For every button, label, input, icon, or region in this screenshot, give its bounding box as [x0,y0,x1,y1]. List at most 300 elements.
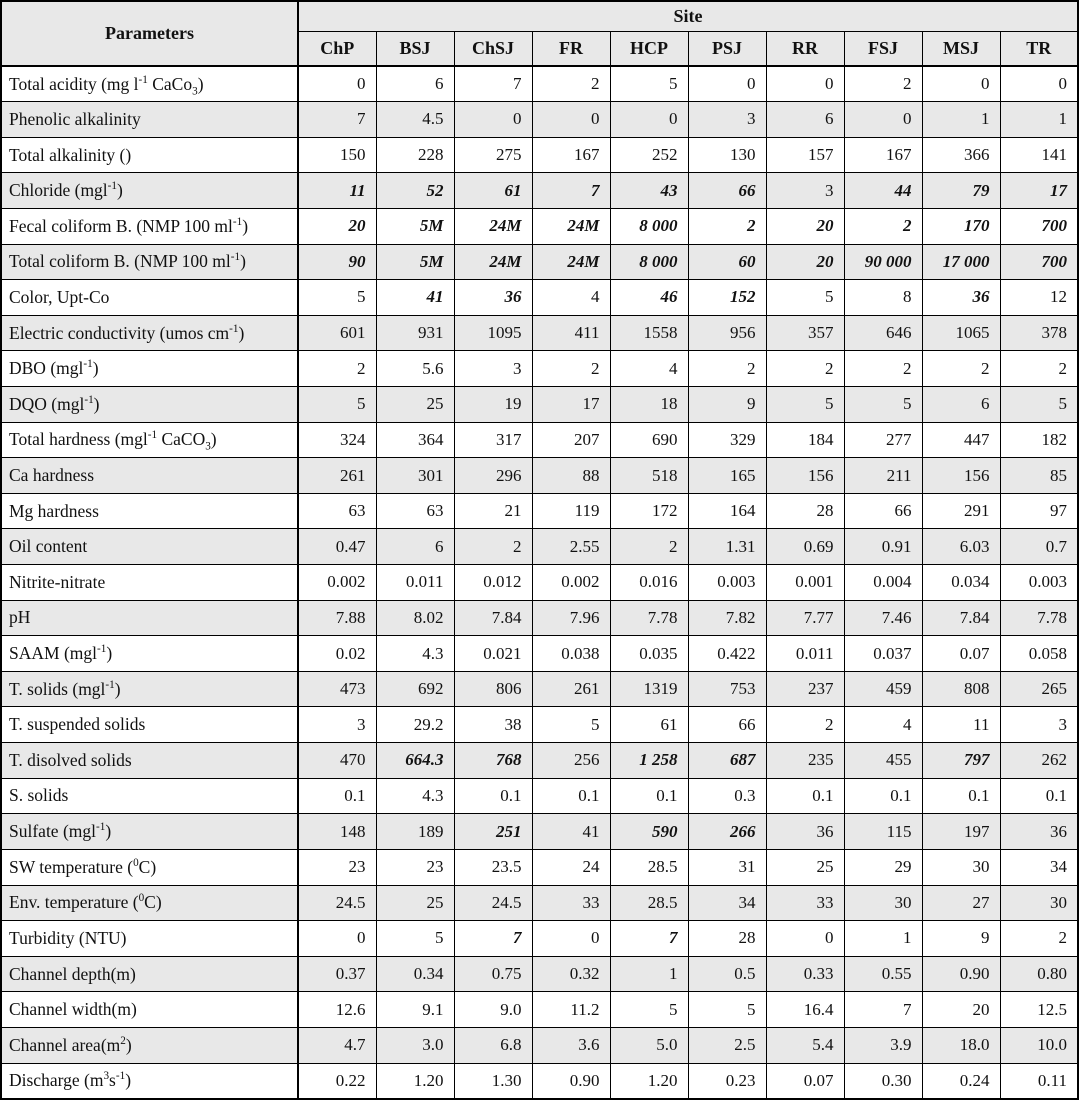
value-cell: 148 [298,814,376,850]
parameter-label: Env. temperature ($^0$C) [1,885,298,921]
value-cell: 0.22 [298,1063,376,1099]
value-cell: 455 [844,743,922,779]
value-cell: 31 [688,849,766,885]
value-cell: 24.5 [454,885,532,921]
site-header: Site [298,1,1078,31]
value-cell: 5 [766,386,844,422]
table-header [1,1,1078,66]
value-cell: 38 [454,707,532,743]
table-row [1,173,1078,209]
table-row [1,493,1078,529]
value-cell: 11.2 [532,992,610,1028]
value-cell: 700 [1000,244,1078,280]
table-row [1,565,1078,601]
parameter-label: Ca hardness [1,458,298,494]
value-cell: 24 [532,849,610,885]
value-cell: 2 [844,66,922,102]
value-cell: 17 [532,386,610,422]
value-cell: 797 [922,743,1000,779]
parameter-label: Total hardness (mgl$^{-1}$ CaCO$_3$) [1,422,298,458]
value-cell: 0.11 [1000,1063,1078,1099]
value-cell: 46 [610,280,688,316]
parameter-label: Turbidity (NTU) [1,921,298,957]
value-cell: 0.47 [298,529,376,565]
parameter-label: Electric conductivity (umos $cm^{-1}$) [1,315,298,351]
table-row [1,636,1078,672]
table-row [1,422,1078,458]
value-cell: 21 [454,493,532,529]
value-cell: 317 [454,422,532,458]
parameter-label: Channel $area(m^2)$ [1,1027,298,1063]
value-cell: 19 [454,386,532,422]
value-cell: 9.0 [454,992,532,1028]
value-cell: 20 [922,992,1000,1028]
value-cell: 3 [1000,707,1078,743]
value-cell: 0.1 [1000,778,1078,814]
value-cell: 0.1 [922,778,1000,814]
value-cell: 28 [766,493,844,529]
value-cell: 459 [844,671,922,707]
value-cell: 5 [532,707,610,743]
value-cell: 262 [1000,743,1078,779]
value-cell: 0.24 [922,1063,1000,1099]
value-cell: 25 [766,849,844,885]
value-cell: 7.78 [610,600,688,636]
value-cell: 150 [298,137,376,173]
value-cell: 4 [610,351,688,387]
column-header-tr: TR [1000,31,1078,66]
table-row [1,102,1078,138]
value-cell: 43 [610,173,688,209]
value-cell: 0.1 [844,778,922,814]
value-cell: 0.1 [298,778,376,814]
value-cell: 2 [766,707,844,743]
value-cell: 30 [844,885,922,921]
value-cell: 0.002 [298,565,376,601]
value-cell: 1 [610,956,688,992]
table-row [1,458,1078,494]
value-cell: 115 [844,814,922,850]
value-cell: 1.30 [454,1063,532,1099]
value-cell: 0.90 [922,956,1000,992]
parameter-label: T. solids (mgl$^{-1}$) [1,671,298,707]
value-cell: 0.003 [688,565,766,601]
value-cell: 753 [688,671,766,707]
value-cell: 164 [688,493,766,529]
value-cell: 5 [298,386,376,422]
value-cell: 275 [454,137,532,173]
value-cell: 0.034 [922,565,1000,601]
value-cell: 36 [1000,814,1078,850]
value-cell: 52 [376,173,454,209]
table-row [1,814,1078,850]
value-cell: 0.07 [766,1063,844,1099]
value-cell: 172 [610,493,688,529]
value-cell: 2 [688,208,766,244]
value-cell: 6 [376,66,454,102]
value-cell: 692 [376,671,454,707]
value-cell: 0.23 [688,1063,766,1099]
value-cell: 2 [688,351,766,387]
value-cell: 0.91 [844,529,922,565]
value-cell: 0 [298,921,376,957]
value-cell: 2 [532,351,610,387]
value-cell: 61 [610,707,688,743]
value-cell: 167 [844,137,922,173]
value-cell: 88 [532,458,610,494]
value-cell: 165 [688,458,766,494]
value-cell: 6 [376,529,454,565]
table-row [1,529,1078,565]
value-cell: 956 [688,315,766,351]
value-cell: 808 [922,671,1000,707]
value-cell: 170 [922,208,1000,244]
value-cell: 17 000 [922,244,1000,280]
value-cell: 29.2 [376,707,454,743]
value-cell: 0.1 [610,778,688,814]
value-cell: 3 [298,707,376,743]
table-row [1,849,1078,885]
value-cell: 4.7 [298,1027,376,1063]
value-cell: 590 [610,814,688,850]
value-cell: 25 [376,386,454,422]
value-cell: 4 [532,280,610,316]
value-cell: 23.5 [454,849,532,885]
value-cell: 7.46 [844,600,922,636]
value-cell: 0.80 [1000,956,1078,992]
value-cell: 11 [298,173,376,209]
value-cell: 687 [688,743,766,779]
value-cell: 3.0 [376,1027,454,1063]
parameters-header: Parameters [1,1,298,66]
value-cell: 0 [298,66,376,102]
value-cell: 5.0 [610,1027,688,1063]
parameter-label: S. solids [1,778,298,814]
value-cell: 3.6 [532,1027,610,1063]
value-cell: 5 [844,386,922,422]
value-cell: 9 [688,386,766,422]
table-row [1,671,1078,707]
value-cell: 296 [454,458,532,494]
value-cell: 0.003 [1000,565,1078,601]
value-cell: 6.03 [922,529,1000,565]
parameter-label: DBO (mgl$^{-1}$) [1,351,298,387]
value-cell: 1095 [454,315,532,351]
value-cell: 2 [844,351,922,387]
value-cell: 473 [298,671,376,707]
parameter-label: T. suspended solids [1,707,298,743]
value-cell: 7.96 [532,600,610,636]
value-cell: 251 [454,814,532,850]
value-cell: 7 [844,992,922,1028]
value-cell: 646 [844,315,922,351]
value-cell: 17 [1000,173,1078,209]
table-row [1,137,1078,173]
column-header-fsj: FSJ [844,31,922,66]
value-cell: 36 [454,280,532,316]
table-row [1,280,1078,316]
value-cell: 36 [922,280,1000,316]
value-cell: 1 [1000,102,1078,138]
value-cell: 24M [532,244,610,280]
value-cell: 18 [610,386,688,422]
value-cell: 1.20 [376,1063,454,1099]
value-cell: 256 [532,743,610,779]
column-header-chp: ChP [298,31,376,66]
value-cell: 4 [844,707,922,743]
value-cell: 97 [1000,493,1078,529]
value-cell: 0.422 [688,636,766,672]
value-cell: 0.035 [610,636,688,672]
value-cell: 7 [298,102,376,138]
value-cell: 3.9 [844,1027,922,1063]
parameter-label: Oil content [1,529,298,565]
value-cell: 0.1 [532,778,610,814]
value-cell: 690 [610,422,688,458]
value-cell: 0.016 [610,565,688,601]
parameter-label: Sulfate (mgl$^{-1}$) [1,814,298,850]
value-cell: 411 [532,315,610,351]
table-row [1,885,1078,921]
value-cell: 27 [922,885,1000,921]
value-cell: 10.0 [1000,1027,1078,1063]
value-cell: 2 [844,208,922,244]
value-cell: 0 [688,66,766,102]
column-header-msj: MSJ [922,31,1000,66]
value-cell: 141 [1000,137,1078,173]
table-row [1,743,1078,779]
value-cell: 0 [844,102,922,138]
value-cell: 8 [844,280,922,316]
value-cell: 0.1 [766,778,844,814]
value-cell: 60 [688,244,766,280]
value-cell: 63 [298,493,376,529]
value-cell: 447 [922,422,1000,458]
table-row [1,600,1078,636]
value-cell: 12 [1000,280,1078,316]
value-cell: 931 [376,315,454,351]
value-cell: 207 [532,422,610,458]
value-cell: 266 [688,814,766,850]
value-cell: 20 [766,208,844,244]
value-cell: 1 [922,102,1000,138]
value-cell: 5.6 [376,351,454,387]
parameter-label: SW temperature ($^0$C) [1,849,298,885]
value-cell: 7 [610,921,688,957]
value-cell: 152 [688,280,766,316]
value-cell: 0.012 [454,565,532,601]
value-cell: 7.82 [688,600,766,636]
value-cell: 235 [766,743,844,779]
value-cell: 364 [376,422,454,458]
value-cell: 5 [766,280,844,316]
value-cell: 0 [454,102,532,138]
value-cell: 700 [1000,208,1078,244]
value-cell: 1 258 [610,743,688,779]
table-row [1,208,1078,244]
value-cell: 30 [1000,885,1078,921]
value-cell: 0.037 [844,636,922,672]
table-row [1,351,1078,387]
parameter-label: Mg hardness [1,493,298,529]
value-cell: 18.0 [922,1027,1000,1063]
value-cell: 5 [610,66,688,102]
value-cell: 7.84 [922,600,1000,636]
value-cell: 8.02 [376,600,454,636]
value-cell: 3 [688,102,766,138]
value-cell: 0 [532,921,610,957]
value-cell: 2 [922,351,1000,387]
value-cell: 0.011 [376,565,454,601]
value-cell: 0.69 [766,529,844,565]
value-cell: 157 [766,137,844,173]
value-cell: 0.5 [688,956,766,992]
table-row [1,386,1078,422]
value-cell: 90 [298,244,376,280]
value-cell: 2.5 [688,1027,766,1063]
value-cell: 25 [376,885,454,921]
value-cell: 2.55 [532,529,610,565]
value-cell: 33 [532,885,610,921]
value-cell: 0 [766,66,844,102]
value-cell: 24M [532,208,610,244]
value-cell: 2 [1000,921,1078,957]
value-cell: 0 [922,66,1000,102]
table-body [1,66,1078,1099]
value-cell: 0.32 [532,956,610,992]
parameter-label: DQO (mgl$^{-1}$) [1,386,298,422]
table-row [1,778,1078,814]
value-cell: 85 [1000,458,1078,494]
value-cell: 2 [766,351,844,387]
table-row [1,66,1078,102]
value-cell: 0.038 [532,636,610,672]
value-cell: 7 [454,921,532,957]
value-cell: 261 [532,671,610,707]
column-header-psj: PSJ [688,31,766,66]
value-cell: 2 [298,351,376,387]
table-row [1,1063,1078,1099]
value-cell: 0.021 [454,636,532,672]
value-cell: 7.88 [298,600,376,636]
value-cell: 470 [298,743,376,779]
parameter-label: pH [1,600,298,636]
value-cell: 291 [922,493,1000,529]
value-cell: 184 [766,422,844,458]
parameter-label: Total alkalinity () [1,137,298,173]
value-cell: 228 [376,137,454,173]
value-cell: 0.90 [532,1063,610,1099]
value-cell: 211 [844,458,922,494]
table-row [1,1027,1078,1063]
value-cell: 601 [298,315,376,351]
parameter-label: Color, Upt-Co [1,280,298,316]
parameter-label: Total coliform B. (NMP 100 $ml^{-1}$) [1,244,298,280]
value-cell: 8 000 [610,244,688,280]
value-cell: 30 [922,849,1000,885]
value-cell: 3 [766,173,844,209]
value-cell: 0.002 [532,565,610,601]
value-cell: 0 [1000,66,1078,102]
value-cell: 5 [610,992,688,1028]
value-cell: 4.3 [376,636,454,672]
value-cell: 66 [688,173,766,209]
value-cell: 197 [922,814,1000,850]
value-cell: 6 [766,102,844,138]
value-cell: 9.1 [376,992,454,1028]
value-cell: 0.02 [298,636,376,672]
value-cell: 0.004 [844,565,922,601]
value-cell: 5 [1000,386,1078,422]
value-cell: 265 [1000,671,1078,707]
table-row [1,315,1078,351]
value-cell: 0.75 [454,956,532,992]
value-cell: 0 [766,921,844,957]
value-cell: 0.011 [766,636,844,672]
value-cell: 1 [844,921,922,957]
value-cell: 5 [376,921,454,957]
value-cell: 61 [454,173,532,209]
value-cell: 24M [454,244,532,280]
value-cell: 4.3 [376,778,454,814]
value-cell: 2 [1000,351,1078,387]
value-cell: 182 [1000,422,1078,458]
value-cell: 2 [610,529,688,565]
value-cell: 252 [610,137,688,173]
table-row [1,921,1078,957]
value-cell: 156 [766,458,844,494]
value-cell: 66 [844,493,922,529]
value-cell: 12.5 [1000,992,1078,1028]
value-cell: 44 [844,173,922,209]
value-cell: 7 [532,173,610,209]
value-cell: 0.55 [844,956,922,992]
parameter-label: Total acidity (mg $l^{-1}$ CaCo$_3$) [1,66,298,102]
value-cell: 0.058 [1000,636,1078,672]
value-cell: 0 [532,102,610,138]
value-cell: 366 [922,137,1000,173]
value-cell: 0.1 [454,778,532,814]
value-cell: 41 [532,814,610,850]
table-row [1,707,1078,743]
value-cell: 3 [454,351,532,387]
value-cell: 301 [376,458,454,494]
parameter-label: Channel depth(m) [1,956,298,992]
value-cell: 156 [922,458,1000,494]
value-cell: 130 [688,137,766,173]
value-cell: 378 [1000,315,1078,351]
parameter-label: Channel width(m) [1,992,298,1028]
value-cell: 1319 [610,671,688,707]
value-cell: 4.5 [376,102,454,138]
value-cell: 9 [922,921,1000,957]
value-cell: 7.78 [1000,600,1078,636]
value-cell: 7.77 [766,600,844,636]
value-cell: 6.8 [454,1027,532,1063]
value-cell: 0.001 [766,565,844,601]
value-cell: 324 [298,422,376,458]
value-cell: 90 000 [844,244,922,280]
table-row [1,992,1078,1028]
value-cell: 7.84 [454,600,532,636]
value-cell: 28 [688,921,766,957]
value-cell: 66 [688,707,766,743]
value-cell: 23 [298,849,376,885]
value-cell: 0.34 [376,956,454,992]
value-cell: 5M [376,244,454,280]
value-cell: 20 [766,244,844,280]
value-cell: 1.20 [610,1063,688,1099]
